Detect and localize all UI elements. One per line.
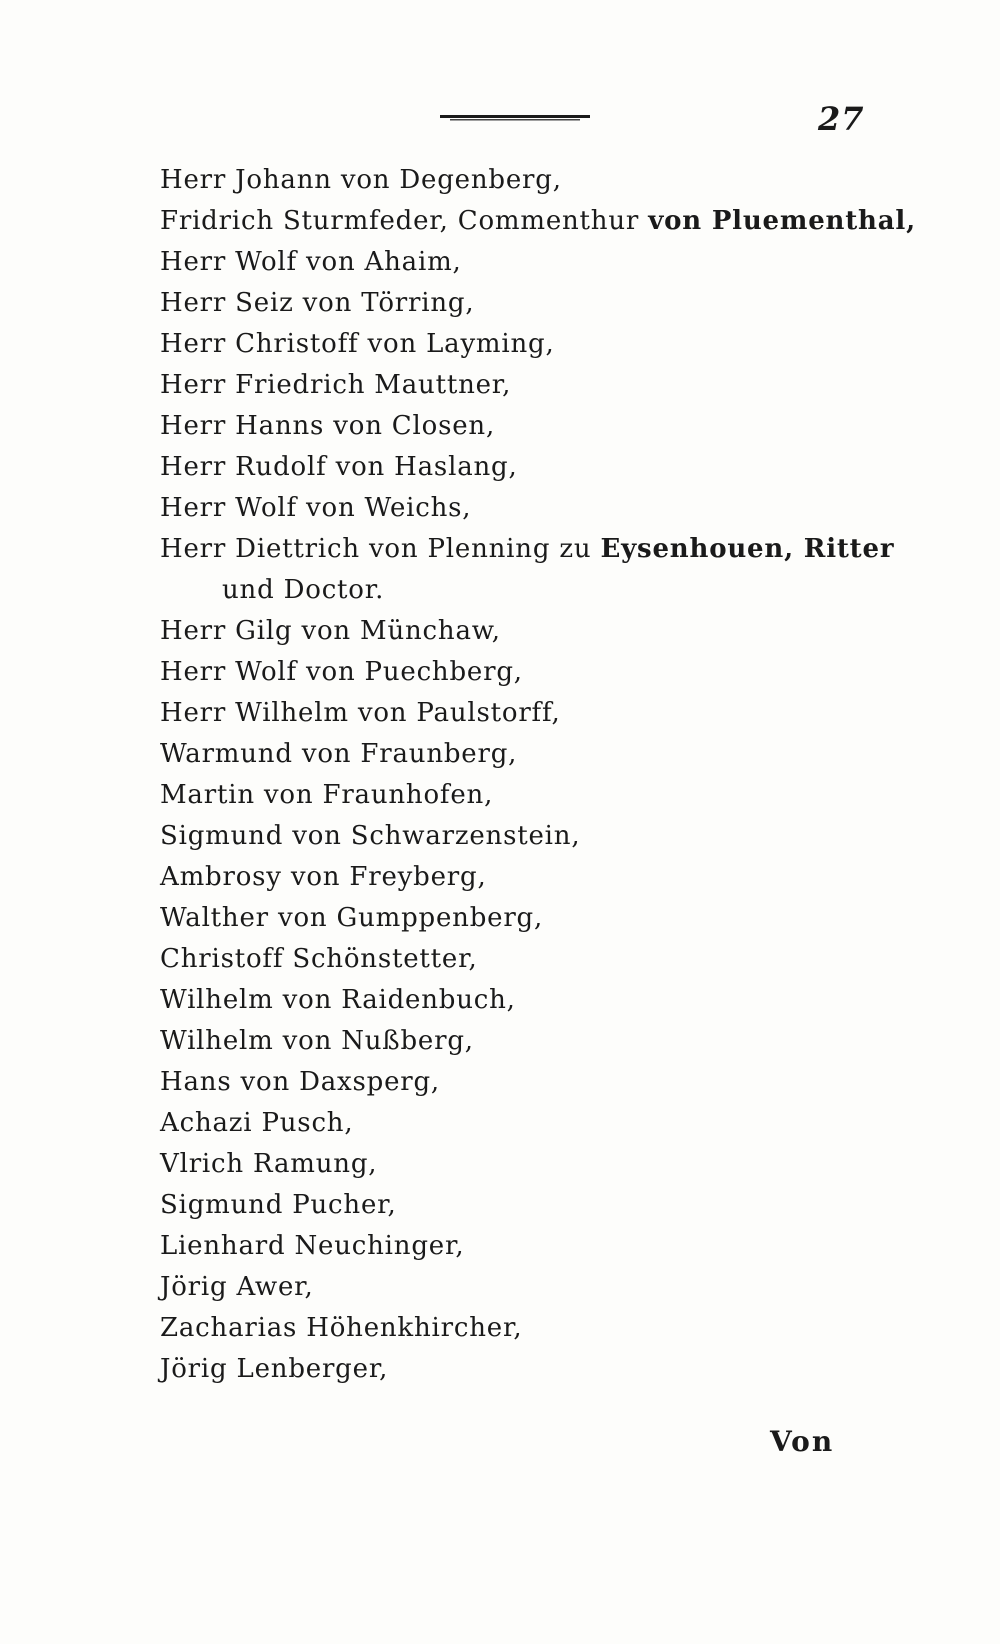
list-item: Herr Hanns von Closen, [160,411,496,441]
list-item: Herr Wolf von Weichs, [160,493,472,523]
list-item: Vlrich Ramung, [160,1149,378,1179]
list-item: Herr Johann von Degenberg, [160,165,562,195]
list-item: Walther von Gumppenberg, [160,903,544,933]
list-item: Jörig Lenberger, [160,1354,389,1384]
list-item: Herr Diettrich von Plenning zu Eysenhouen, Ritter [160,534,895,564]
list-item: Herr Christoff von Layming, [160,329,555,359]
list-item: Zacharias Höhenkhircher, [160,1313,523,1343]
list-item: Hans von Daxsperg, [160,1067,440,1097]
list-item: Achazi Pusch, [160,1108,354,1138]
page-number: 27 [818,100,865,138]
list-item: Wilhelm von Nußberg, [160,1026,474,1056]
list-item: Herr Seiz von Törring, [160,288,475,318]
list-item: Wilhelm von Raidenbuch, [160,985,516,1015]
list-item: Christoff Schönstetter, [160,944,478,974]
list-item: Fridrich Sturmfeder, Commenthur von Pluementhal, [160,206,916,236]
list-item: Herr Wolf von Ahaim, [160,247,462,277]
list-item: Martin von Fraunhofen, [160,780,494,810]
list-item: Sigmund Pucher, [160,1190,397,1220]
list-item: Jörig Awer, [160,1272,314,1302]
list-item: Ambrosy von Freyberg, [160,862,487,892]
list-item: Herr Gilg von Münchaw, [160,616,501,646]
header-rule-ornament [440,113,590,123]
catchword: Von [770,1425,835,1458]
list-item: Lienhard Neuchinger, [160,1231,465,1261]
list-item: Herr Wolf von Puechberg, [160,657,523,687]
list-item: Herr Wilhelm von Paulstorff, [160,698,561,728]
list-item: Herr Friedrich Mauttner, [160,370,512,400]
name-list [160,160,916,1390]
list-item: Herr Rudolf von Haslang, [160,452,518,482]
list-item-continuation: und Doctor. [222,575,385,605]
list-item: Warmund von Fraunberg, [160,739,518,769]
list-item: Sigmund von Schwarzenstein, [160,821,581,851]
